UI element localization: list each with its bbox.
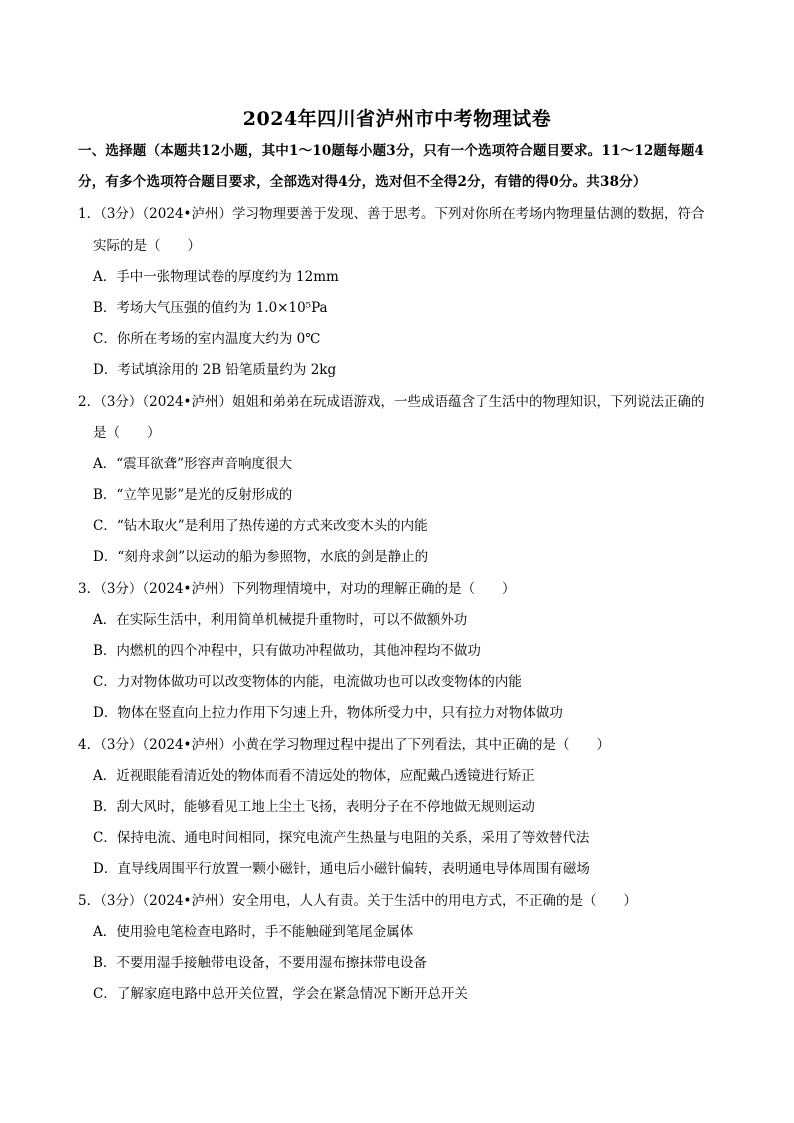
question-3-option-d: D．物体在竖直向上拉力作用下匀速上升，物体所受力中，只有拉力对物体做功 [93,705,563,721]
question-1-option-c: C．你所在考场的室内温度大约为 0℃ [93,331,321,347]
question-3-option-b: B．内燃机的四个冲程中，只有做功冲程做功，其他冲程均不做功 [93,643,481,659]
question-3-stem: 3．（3分）（2024•泸州）下列物理情境中，对功的理解正确的是（ ） [78,581,516,597]
question-5-option-a: A．使用验电笔检查电路时，手不能触碰到笔尾金属体 [93,924,414,940]
question-2-option-a: A．“震耳欲聋”形容声音响度很大 [93,456,293,472]
question-2-option-d: D．“刻舟求剑”以运动的船为参照物，水底的剑是静止的 [93,549,429,565]
question-3-option-c: C．力对物体做功可以改变物体的内能，电流做功也可以改变物体的内能 [93,674,522,690]
question-2-option-b: B．“立竿见影”是光的反射形成的 [93,487,293,503]
question-1-option-d: D．考试填涂用的 2B 铅笔质量约为 2kg [93,362,337,378]
section-heading-line-1: 一、选择题（本题共12小题，其中1～10题每小题3分，只有一个选项符合题目要求。11～12题每题4 [78,143,705,159]
question-4-option-b: B．刮大风时，能够看见工地上尘土飞扬，表明分子在不停地做无规则运动 [93,799,535,815]
question-1-stem: 1．（3分）（2024•泸州）学习物理要善于发现、善于思考。下列对你所在考场内物理量估测的数据，符合 [78,206,705,222]
question-3-option-a: A．在实际生活中，利用简单机械提升重物时，可以不做额外功 [93,612,468,628]
section-heading [78,136,728,198]
question-2-stem-continued: 是（ ） [93,425,161,441]
question-2-option-c: C．“钻木取火”是利用了热传递的方式来改变木头的内能 [93,518,428,534]
question-2-stem: 2．（3分）（2024•泸州）姐姐和弟弟在玩成语游戏，一些成语蕴含了生活中的物理知识，下列说法正确的 [78,394,705,410]
question-5-stem: 5．（3分）（2024•泸州）安全用电，人人有责。关于生活中的用电方式，不正确的是（ ） [78,893,637,909]
question-4-option-c: C．保持电流、通电时间相同，探究电流产生热量与电阻的关系，采用了等效替代法 [93,830,590,846]
page-title: 2024年四川省泸州市中考物理试卷 [242,108,552,130]
question-1-option-b: B．考场大气压强的值约为 1.0×10⁵Pa [93,300,328,316]
question-5-option-c: C．了解家庭电路中总开关位置，学会在紧急情况下断开总开关 [93,986,468,1002]
question-1-option-a: A．手中一张物理试卷的厚度约为 12mm [93,269,339,285]
section-heading-line-2: 分，有多个选项符合题目要求，全部选对得4分，选对但不全得2分，有错的得0分。共38分） [78,174,647,190]
question-4-option-d: D．直导线周围平行放置一颗小磁针，通电后小磁针偏转，表明通电导体周围有磁场 [93,861,590,877]
question-1-stem-continued: 实际的是（ ） [93,238,201,254]
question-5-option-b: B．不要用湿手接触带电设备，不要用湿布擦抹带电设备 [93,955,427,971]
question-4-stem: 4．（3分）（2024•泸州）小黄在学习物理过程中提出了下列看法，其中正确的是（ ） [78,737,610,753]
question-4-option-a: A．近视眼能看清近处的物体而看不清远处的物体，应配戴凸透镜进行矫正 [93,768,535,784]
